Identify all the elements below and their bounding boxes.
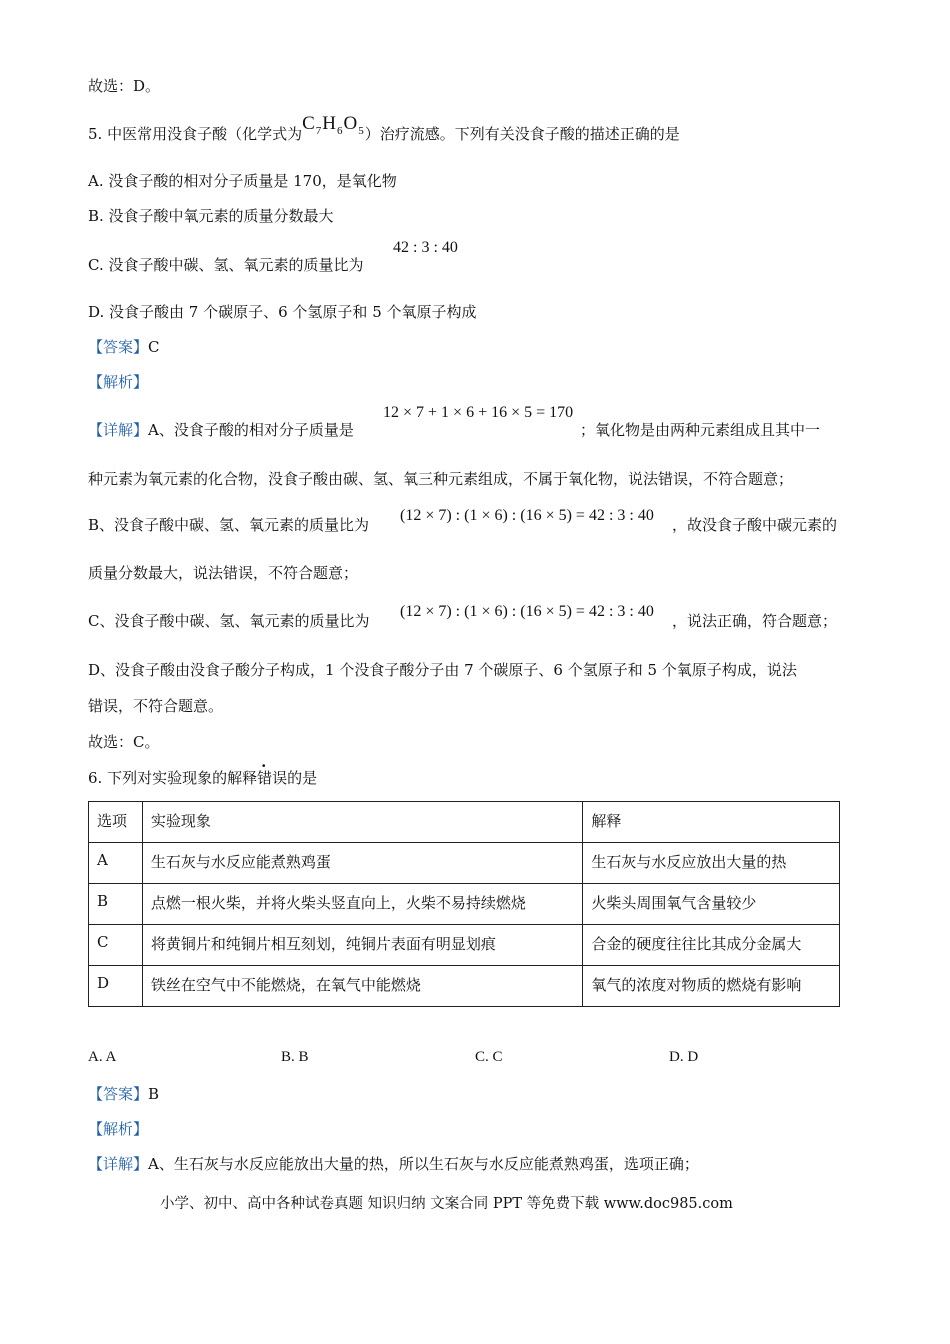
table-cell: 点燃一根火柴，并将火柴头竖直向上，火柴不易持续燃烧 [142,884,582,925]
table-cell: 合金的硬度往往比其成分金属大 [583,925,840,966]
q5-detail-b2: 质量分数最大，说法错误，不符合题意； [88,564,359,582]
q5-answer-tag: 【答案】 [88,338,149,356]
table-header-cell: 解释 [583,802,840,843]
q5-option-d: D. 没食子酸由 7 个碳原子、6 个氢原子和 5 个氧原子构成 [88,303,477,321]
q5-ratio-expr-b: (12 × 7) : (1 × 6) : (16 × 5) = 42 : 3 : 40 [400,507,654,524]
table-row [89,843,840,884]
q5-option-a: A. 没食子酸的相对分子质量是 170，是氧化物 [88,172,397,190]
q5-detail-b1: B、没食子酸中碳、氢、氧元素的质量比为 [88,516,370,534]
q6-choice-a: A. A [88,1049,117,1065]
q5-analysis-tag: 【解析】 [88,373,149,391]
q5-final: 故选：C。 [88,733,160,751]
table-cell: 铁丝在空气中不能燃烧，在氧气中能燃烧 [142,966,582,1007]
table-header-row [89,802,840,843]
q5-detail-tag: 【详解】 [88,421,149,439]
q5-stem [88,113,680,152]
q6-detail-a: 【详解】A、生石灰与水反应能放出大量的热，所以生石灰与水反应能煮熟鸡蛋，选项正确； [88,1155,699,1173]
q5-chemical-formula: $C_7H_6O_5$ [302,113,365,137]
q6-choice-d: D. D [669,1049,699,1065]
q6-options-table [88,801,840,1007]
q5-formula-mass: 12 × 7 + 1 × 6 + 16 × 5 = 170 [383,404,574,421]
q5-stem-after: ）治疗流感。下列有关没食子酸的描述正确的是 [364,125,680,143]
q5-detail-a1-end: ；氧化物是由两种元素组成且其中一 [580,421,821,439]
table-row [89,925,840,966]
table-header-cell: 实验现象 [142,802,582,843]
q5-option-b: B. 没食子酸中氧元素的质量分数最大 [88,207,334,225]
table-cell: 将黄铜片和纯铜片相互刻划，纯铜片表面有明显划痕 [142,925,582,966]
table-row [89,884,840,925]
q5-option-c-ratio: 42 : 3 : 40 [393,239,458,256]
q5-detail-c1: C、没食子酸中碳、氢、氧元素的质量比为 [88,612,370,630]
q5-detail-a2: 种元素为氧元素的化合物，没食子酸由碳、氢、氧三种元素组成，不属于氧化物，说法错误，不符合题意； [88,470,794,488]
q6-answer [88,1083,159,1105]
q5-answer-value: C [148,338,160,356]
q6-detail-tag: 【详解】 [88,1155,149,1173]
q5-detail-c1-end: ，说法正确，符合题意； [672,612,838,630]
q5-option-c: C. 没食子酸中碳、氢、氧元素的质量比为 [88,256,364,274]
table-cell: D [89,966,143,1007]
q5-detail-d1: D、没食子酸由没食子酸分子构成，1 个没食子酸分子由 7 个碳原子、6 个氢原子和 5 个氧原子构成，说法 [88,661,797,679]
q6-stem: 6. 下列对实验现象的解释错误的是 [88,769,318,787]
q5-answer [88,336,160,358]
q5-detail-b1-end: ，故没食子酸中碳元素的 [672,516,838,534]
table-cell: C [89,925,143,966]
q6-answer-value: B [148,1085,160,1103]
table-row [89,966,840,1007]
table-cell: B [89,884,143,925]
q6-choice-b: B. B [281,1049,309,1065]
q5-ratio-expr-c: (12 × 7) : (1 × 6) : (16 × 5) = 42 : 3 : 40 [400,603,654,620]
table-header-cell: 选项 [89,802,143,843]
prev-answer-line: 故选：D。 [88,77,161,95]
q5-detail-d2: 错误，不符合题意。 [88,697,224,715]
q5-detail-a1: 【详解】A、没食子酸的相对分子质量是 [88,421,354,439]
q6-answer-tag: 【答案】 [88,1085,149,1103]
q5-stem-before: 5. 中医常用没食子酸（化学式为 [88,125,303,143]
q6-analysis-tag: 【解析】 [88,1120,149,1138]
page-footer: 小学、初中、高中各种试卷真题 知识归纳 文案合同 PPT 等免费下载 www.doc985.com [160,1196,733,1212]
table-cell: 氧气的浓度对物质的燃烧有影响 [583,966,840,1007]
q6-choice-c: C. C [475,1049,503,1065]
q6-stem-emphasis: 错误 [257,769,288,787]
table-cell: A [89,843,143,884]
table-cell: 生石灰与水反应能煮熟鸡蛋 [142,843,582,884]
table-cell: 火柴头周围氧气含量较少 [583,884,840,925]
table-cell: 生石灰与水反应放出大量的热 [583,843,840,884]
